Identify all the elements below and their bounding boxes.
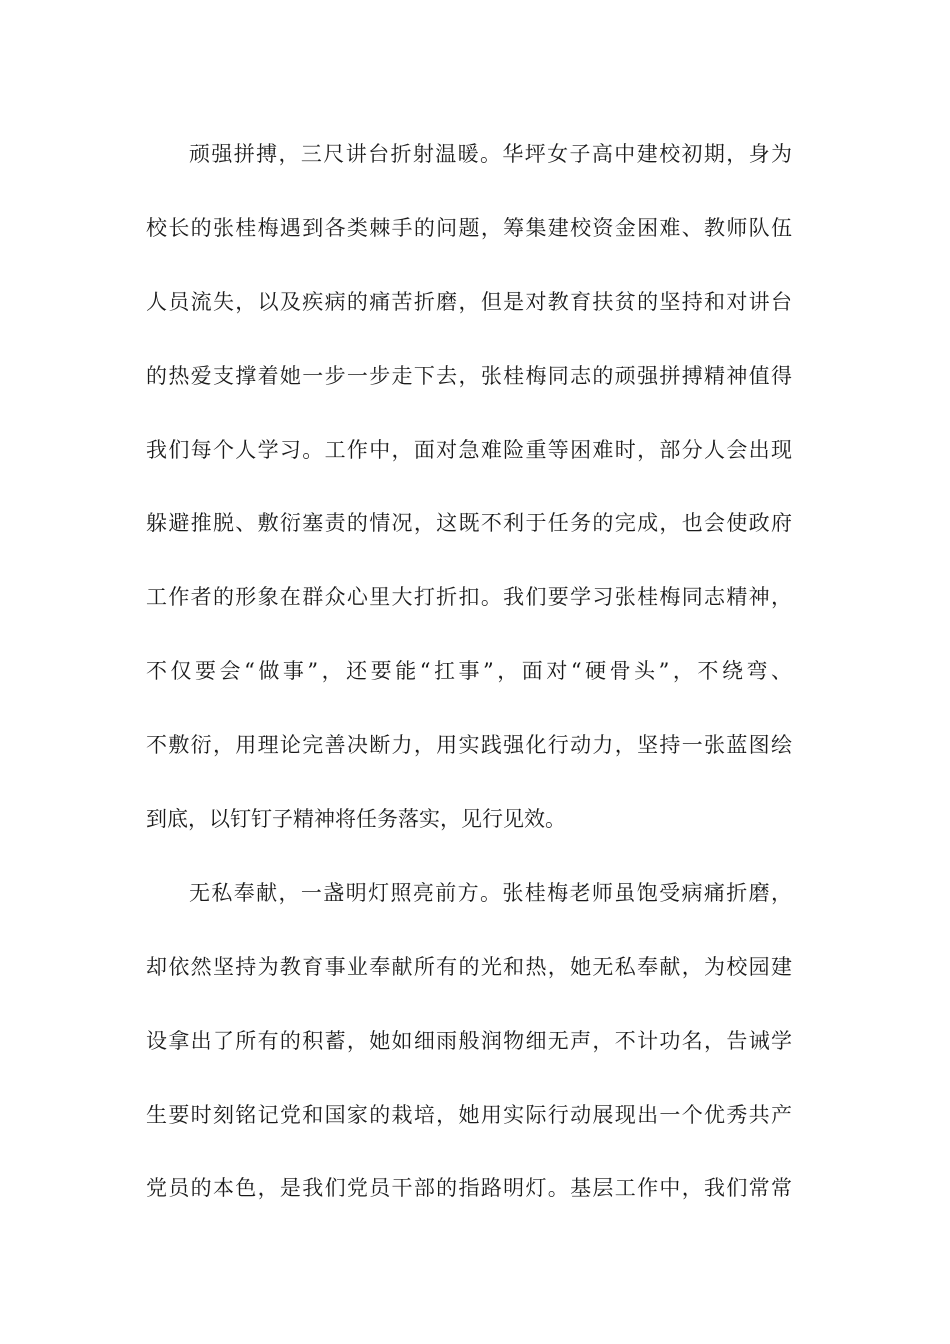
paragraph-1-line-9: 不敷衍，用理论完善决断力，用实践强化行动力，坚持一张蓝图绘 xyxy=(146,733,792,758)
paragraph-2-line-1: 无私奉献，一盏明灯照亮前方。张桂梅老师虽饱受病痛折磨， xyxy=(189,880,792,905)
paragraph-1-line-1: 顽强拼搏，三尺讲台折射温暖。华坪女子高中建校初期，身为 xyxy=(189,142,792,166)
paragraph-1-line-4: 的热爱支撑着她一步一步走下去，张桂梅同志的顽强拼搏精神值得 xyxy=(146,363,792,388)
paragraph-1-line-6: 躲避推脱、敷衍塞责的情况，这既不利于任务的完成，也会使政府 xyxy=(146,511,792,536)
paragraph-2-line-2: 却依然坚持为教育事业奉献所有的光和热，她无私奉献，为校园建 xyxy=(146,954,792,979)
paragraph-2-line-3: 设拿出了所有的积蓄，她如细雨般润物细无声，不计功名，告诫学 xyxy=(146,1028,792,1053)
paragraph-2-line-4: 生要时刻铭记党和国家的栽培，她用实际行动展现出一个优秀共产 xyxy=(146,1102,792,1127)
paragraph-2-line-5: 党员的本色，是我们党员干部的指路明灯。基层工作中，我们常常 xyxy=(146,1176,792,1201)
paragraph-1-line-7: 工作者的形象在群众心里大打折扣。我们要学习张桂梅同志精神， xyxy=(146,585,792,610)
body-text xyxy=(146,124,792,1232)
paragraph-1-line-3: 人员流失，以及疾病的痛苦折磨，但是对教育扶贫的坚持和对讲台 xyxy=(146,289,792,314)
paragraph-1-line-8: 不仅要会“做事”，还要能“扛事”，面对“硬骨头”，不绕弯、 xyxy=(146,659,792,684)
paragraph-1-line-10: 到底，以钉钉子精神将任务落实，见行见效。 xyxy=(146,807,566,832)
paragraph-1-line-5: 我们每个人学习。工作中，面对急难险重等困难时，部分人会出现 xyxy=(146,437,792,462)
paragraph-1-line-2: 校长的张桂梅遇到各类棘手的问题，筹集建校资金困难、教师队伍 xyxy=(146,215,792,240)
